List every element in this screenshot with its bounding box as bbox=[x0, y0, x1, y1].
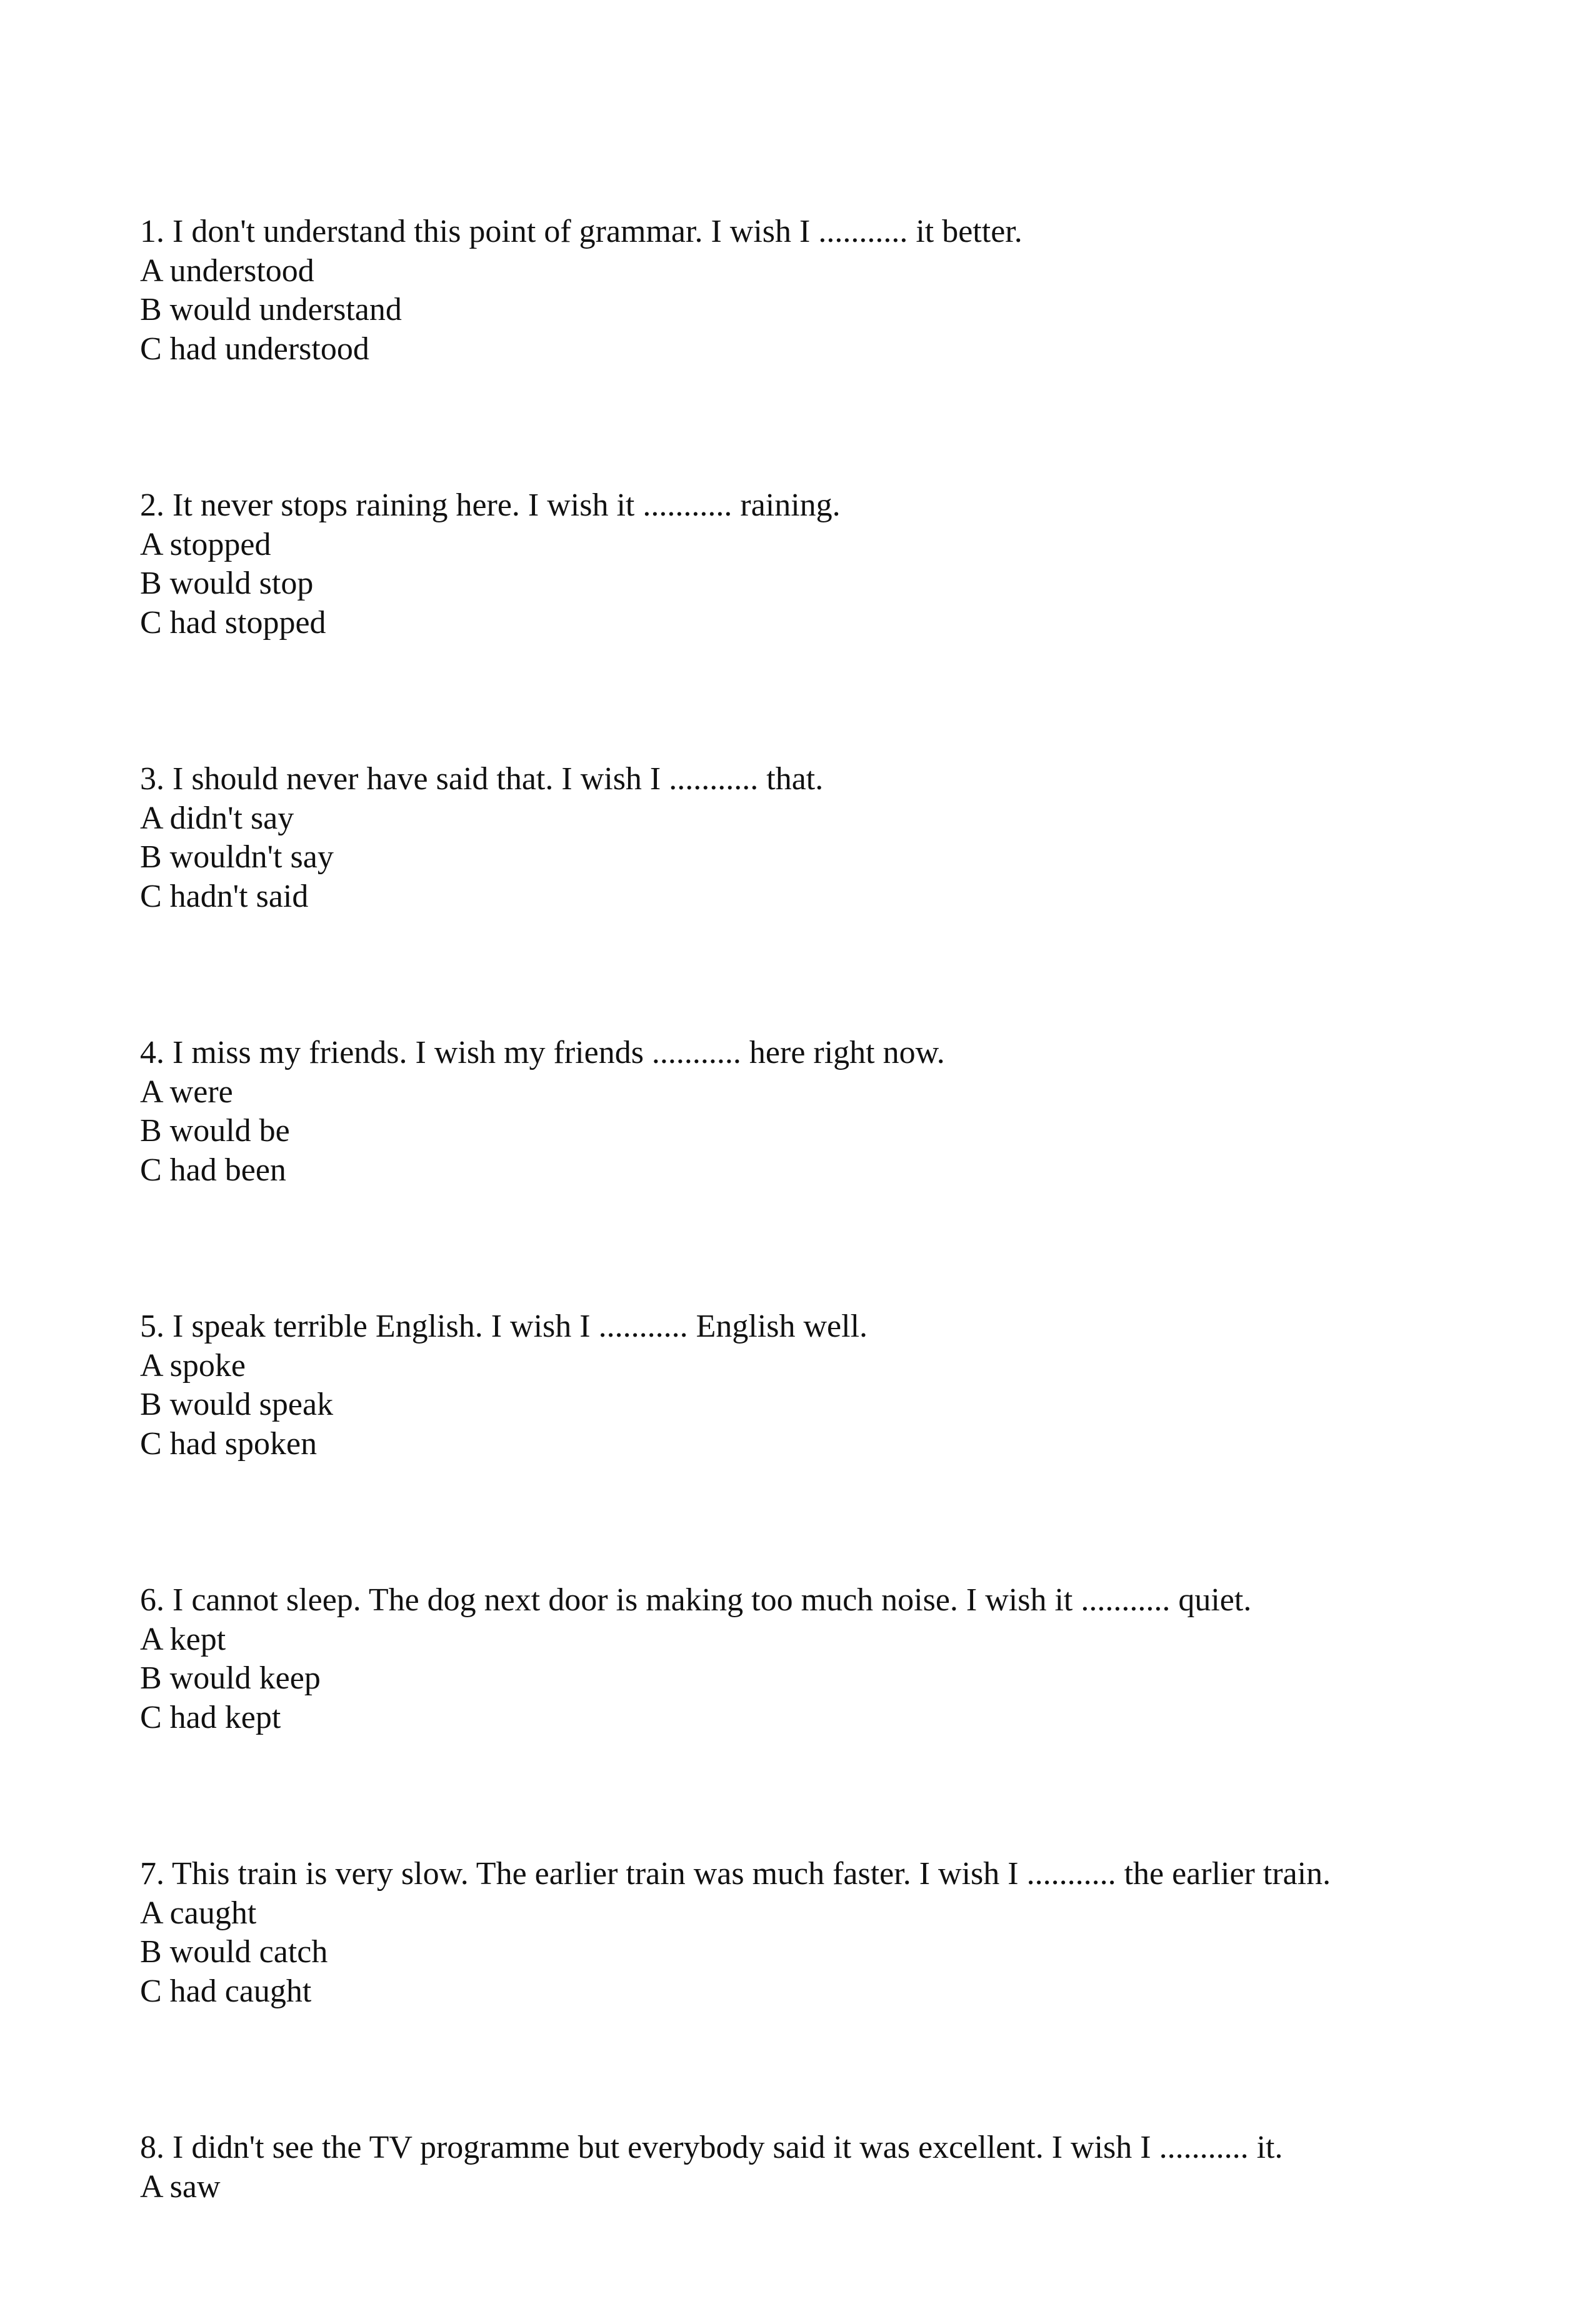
option-c: C had kept bbox=[140, 1699, 281, 1735]
option-c: C had stopped bbox=[140, 604, 326, 641]
option-b: B would catch bbox=[140, 1934, 328, 1970]
option-c: C had caught bbox=[140, 1973, 312, 2009]
question-stem: 1. I don't understand this point of grammar. I wish I ........... it better. bbox=[140, 214, 1022, 249]
worksheet bbox=[140, 212, 1515, 2324]
question-stem: 6. I cannot sleep. The dog next door is making too much noise. I wish it ........... quiet. bbox=[140, 1582, 1252, 1618]
question-stem: 7. This train is very slow. The earlier train was much faster. I wish I ........... the earlier train. bbox=[140, 1856, 1331, 1892]
option-b: B would be bbox=[140, 1113, 290, 1149]
option-c: C hadn't said bbox=[140, 878, 309, 914]
question-stem: 3. I should never have said that. I wish I ........... that. bbox=[140, 761, 824, 797]
question-stem: 5. I speak terrible English. I wish I ........... English well. bbox=[140, 1309, 868, 1344]
option-b: B would keep bbox=[140, 1660, 321, 1696]
question-7 bbox=[140, 1855, 1515, 2011]
question-1 bbox=[140, 212, 1515, 369]
question-4 bbox=[140, 1034, 1515, 1190]
question-stem: 8. I didn't see the TV programme but everybody said it was excellent. I wish I ........... it. bbox=[140, 2130, 1283, 2165]
question-3 bbox=[140, 760, 1515, 916]
question-5 bbox=[140, 1307, 1515, 1464]
question-6 bbox=[140, 1581, 1515, 1737]
option-c: C had spoken bbox=[140, 1425, 318, 1462]
question-stem: 2. It never stops raining here. I wish it ........... raining. bbox=[140, 487, 841, 523]
option-c: C had understood bbox=[140, 331, 369, 367]
option-a: A were bbox=[140, 1074, 233, 1110]
option-a: A kept bbox=[140, 1621, 226, 1657]
question-8 bbox=[140, 2128, 1515, 2207]
option-b: B would speak bbox=[140, 1387, 334, 1422]
option-a: A stopped bbox=[140, 526, 271, 562]
option-a: A spoke bbox=[140, 1347, 246, 1384]
option-a: A understood bbox=[140, 252, 314, 289]
option-c: C had been bbox=[140, 1152, 286, 1188]
option-a: A didn't say bbox=[140, 800, 294, 836]
option-b: B would stop bbox=[140, 566, 314, 601]
question-2 bbox=[140, 486, 1515, 642]
option-b: B would understand bbox=[140, 292, 402, 327]
option-a: A caught bbox=[140, 1895, 257, 1931]
question-stem: 4. I miss my friends. I wish my friends ........... here right now. bbox=[140, 1035, 945, 1070]
option-a: A saw bbox=[140, 2168, 221, 2205]
option-b: B wouldn't say bbox=[140, 839, 334, 875]
